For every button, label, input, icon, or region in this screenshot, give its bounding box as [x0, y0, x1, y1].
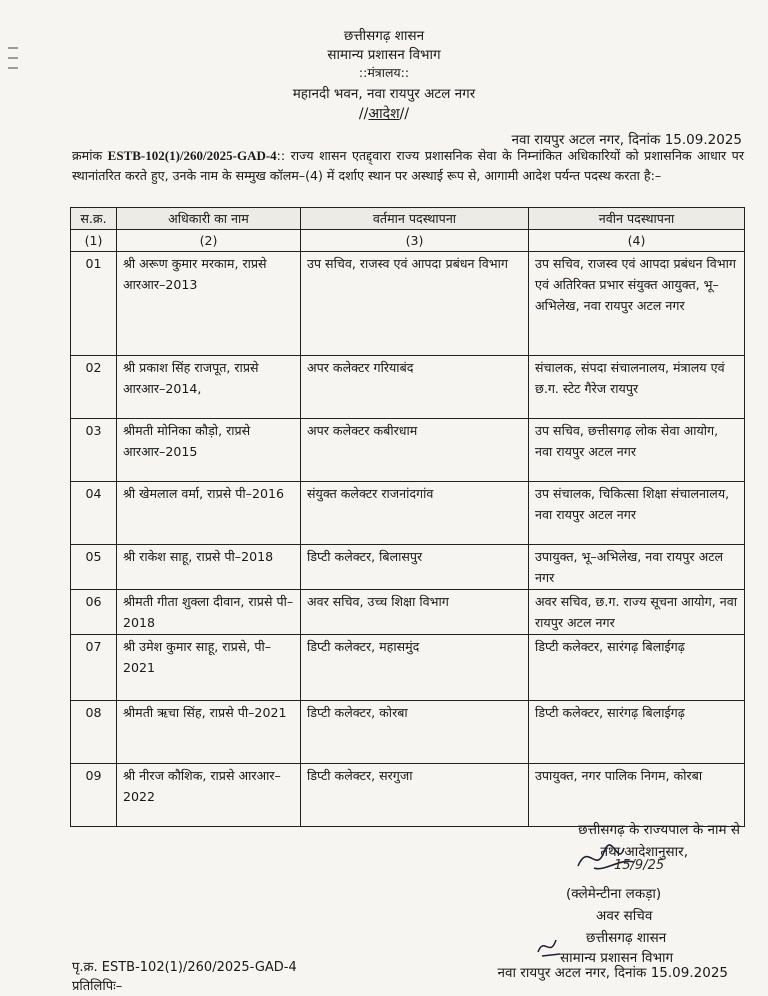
current-posting-cell: डिप्टी कलेक्टर, सरगुजा: [301, 764, 529, 827]
order-heading-suffix: //: [399, 106, 410, 122]
column-number: (1): [71, 230, 117, 252]
signatory-designation: अवर सचिव: [596, 908, 653, 924]
current-posting-cell: उप सचिव, राजस्व एवं आपदा प्रबंधन विभाग: [301, 252, 529, 356]
new-posting-cell: उप सचिव, छत्तीसगढ़ लोक सेवा आयोग, नवा रायपुर अटल नगर: [529, 419, 745, 482]
intro-text: :: राज्य शासन एतद्द्वारा राज्य प्रशासनिक सेवा के निम्नांकित अधिकारियों को प्रशासनिक आधार पर स्थानांतरित करते हुए, उनके नाम के सम्मुख कॉलम–(4) में दर्शाए स्थान पर अस्थाई रूप से, आगामी आदेश पर्यन्त पदस्थ करता है:–: [72, 148, 744, 183]
officer-name-cell: श्री खेमलाल वर्मा, राप्रसे पी–2016: [117, 482, 301, 545]
new-posting-cell: डिप्टी कलेक्टर, सारंगढ़ बिलाईगढ़: [529, 635, 745, 701]
serial-cell: 08: [71, 701, 117, 764]
officer-name-cell: श्रीमती ऋचा सिंह, राप्रसे पी–2021: [117, 701, 301, 764]
new-posting-cell: उप सचिव, राजस्व एवं आपदा प्रबंधन विभाग एवं अतिरिक्त प्रभार संयुक्त आयुक्त, भू–अभिलेख, नवा रायपुर अटल नगर: [529, 252, 745, 356]
current-posting-cell: डिप्टी कलेक्टर, बिलासपुर: [301, 545, 529, 590]
table-row: [71, 252, 745, 356]
table-header-row: [71, 208, 745, 230]
current-posting-cell: अपर कलेक्टर गरियाबंद: [301, 356, 529, 419]
table-row: [71, 482, 745, 545]
header-new-posting: नवीन पदस्थापना: [529, 208, 745, 230]
serial-cell: 02: [71, 356, 117, 419]
table-row: [71, 419, 745, 482]
officer-name-cell: श्रीमती मोनिका कौड़ो, राप्रसे आरआर–2015: [117, 419, 301, 482]
ministry-title: ::मंत्रालय::: [358, 65, 410, 80]
table-row: [71, 635, 745, 701]
header-officer-name: अधिकारी का नाम: [117, 208, 301, 230]
order-date: नवा रायपुर अटल नगर, दिनांक 15.09.2025: [511, 132, 742, 148]
header-serial: स.क्र.: [71, 208, 117, 230]
column-number: (4): [529, 230, 745, 252]
officer-name-cell: श्री प्रकाश सिंह राजपूत, राप्रसे आरआर–2014,: [117, 356, 301, 419]
order-heading-title: आदेश: [368, 106, 400, 122]
new-posting-cell: अवर सचिव, छ.ग. राज्य सूचना आयोग, नवा रायपुर अटल नगर: [529, 590, 745, 635]
serial-cell: 01: [71, 252, 117, 356]
endorsement-date: नवा रायपुर अटल नगर, दिनांक 15.09.2025: [497, 965, 728, 981]
table-row: [71, 545, 745, 590]
order-heading-prefix: //: [358, 106, 369, 122]
header-current-posting: वर्तमान पदस्थापना: [301, 208, 529, 230]
signature-order-line: तथा आदेशानुसार,: [600, 844, 688, 860]
department-title: सामान्य प्रशासन विभाग: [327, 47, 441, 63]
current-posting-cell: संयुक्त कलेक्टर राजनांदगांव: [301, 482, 529, 545]
column-number-row: [71, 230, 745, 252]
table-row: [71, 356, 745, 419]
new-posting-cell: उप संचालक, चिकित्सा शिक्षा संचालनालय, नवा रायपुर अटल नगर: [529, 482, 745, 545]
serial-cell: 09: [71, 764, 117, 827]
copy-to-label: प्रतिलिपिः–: [72, 979, 123, 994]
signatory-government: छत्तीसगढ़ शासन: [586, 930, 667, 946]
officer-name-cell: श्री अरूण कुमार मरकाम, राप्रसे आरआर–2013: [117, 252, 301, 356]
current-posting-cell: अपर कलेक्टर कबीरधाम: [301, 419, 529, 482]
current-posting-cell: डिप्टी कलेक्टर, कोरबा: [301, 701, 529, 764]
new-posting-cell: डिप्टी कलेक्टर, सारंगढ़ बिलाईगढ़: [529, 701, 745, 764]
signatory-name: (क्लेमेन्टीना लकड़ा): [566, 886, 662, 902]
new-posting-cell: उपायुक्त, नगर पालिक निगम, कोरबा: [529, 764, 745, 827]
current-posting-cell: अवर सचिव, उच्च शिक्षा विभाग: [301, 590, 529, 635]
officer-name-cell: श्री राकेश साहू, राप्रसे पी–2018: [117, 545, 301, 590]
officer-name-cell: श्रीमती गीता शुक्ला दीवान, राप्रसे पी–2018: [117, 590, 301, 635]
serial-cell: 04: [71, 482, 117, 545]
signature-authority-line: छत्तीसगढ़ के राज्यपाल के नाम से: [578, 822, 740, 838]
serial-cell: 06: [71, 590, 117, 635]
endorsement-number: पृ.क्र. ESTB-102(1)/260/2025-GAD-4: [72, 960, 297, 975]
new-posting-cell: उपायुक्त, भू–अभिलेख, नवा रायपुर अटल नगर: [529, 545, 745, 590]
current-posting-cell: डिप्टी कलेक्टर, महासमुंद: [301, 635, 529, 701]
table-row: [71, 701, 745, 764]
serial-cell: 05: [71, 545, 117, 590]
officer-name-cell: श्री उमेश कुमार साहू, राप्रसे, पी–2021: [117, 635, 301, 701]
serial-cell: 07: [71, 635, 117, 701]
order-number-prefix: क्रमांक: [72, 148, 103, 163]
column-number: (2): [117, 230, 301, 252]
transfer-table: [70, 207, 745, 827]
signatory-department: सामान्य प्रशासन विभाग: [560, 950, 674, 966]
table-row: [71, 590, 745, 635]
new-posting-cell: संचालक, संपदा संचालनालय, मंत्रालय एवं छ.ग. स्टेट गैरेज रायपुर: [529, 356, 745, 419]
order-number: ESTB-102(1)/260/2025-GAD-4: [107, 148, 277, 163]
serial-cell: 03: [71, 419, 117, 482]
column-number: (3): [301, 230, 529, 252]
address-line: महानदी भवन, नवा रायपुर अटल नगर: [292, 86, 476, 102]
table-row: [71, 764, 745, 827]
handwritten-date: 15/9/25: [614, 858, 665, 873]
intro-paragraph: [72, 146, 744, 186]
officer-name-cell: श्री नीरज कौशिक, राप्रसे आरआर–2022: [117, 764, 301, 827]
gov-title: छत्तीसगढ़ शासन: [343, 28, 425, 44]
order-heading: [0, 104, 768, 123]
